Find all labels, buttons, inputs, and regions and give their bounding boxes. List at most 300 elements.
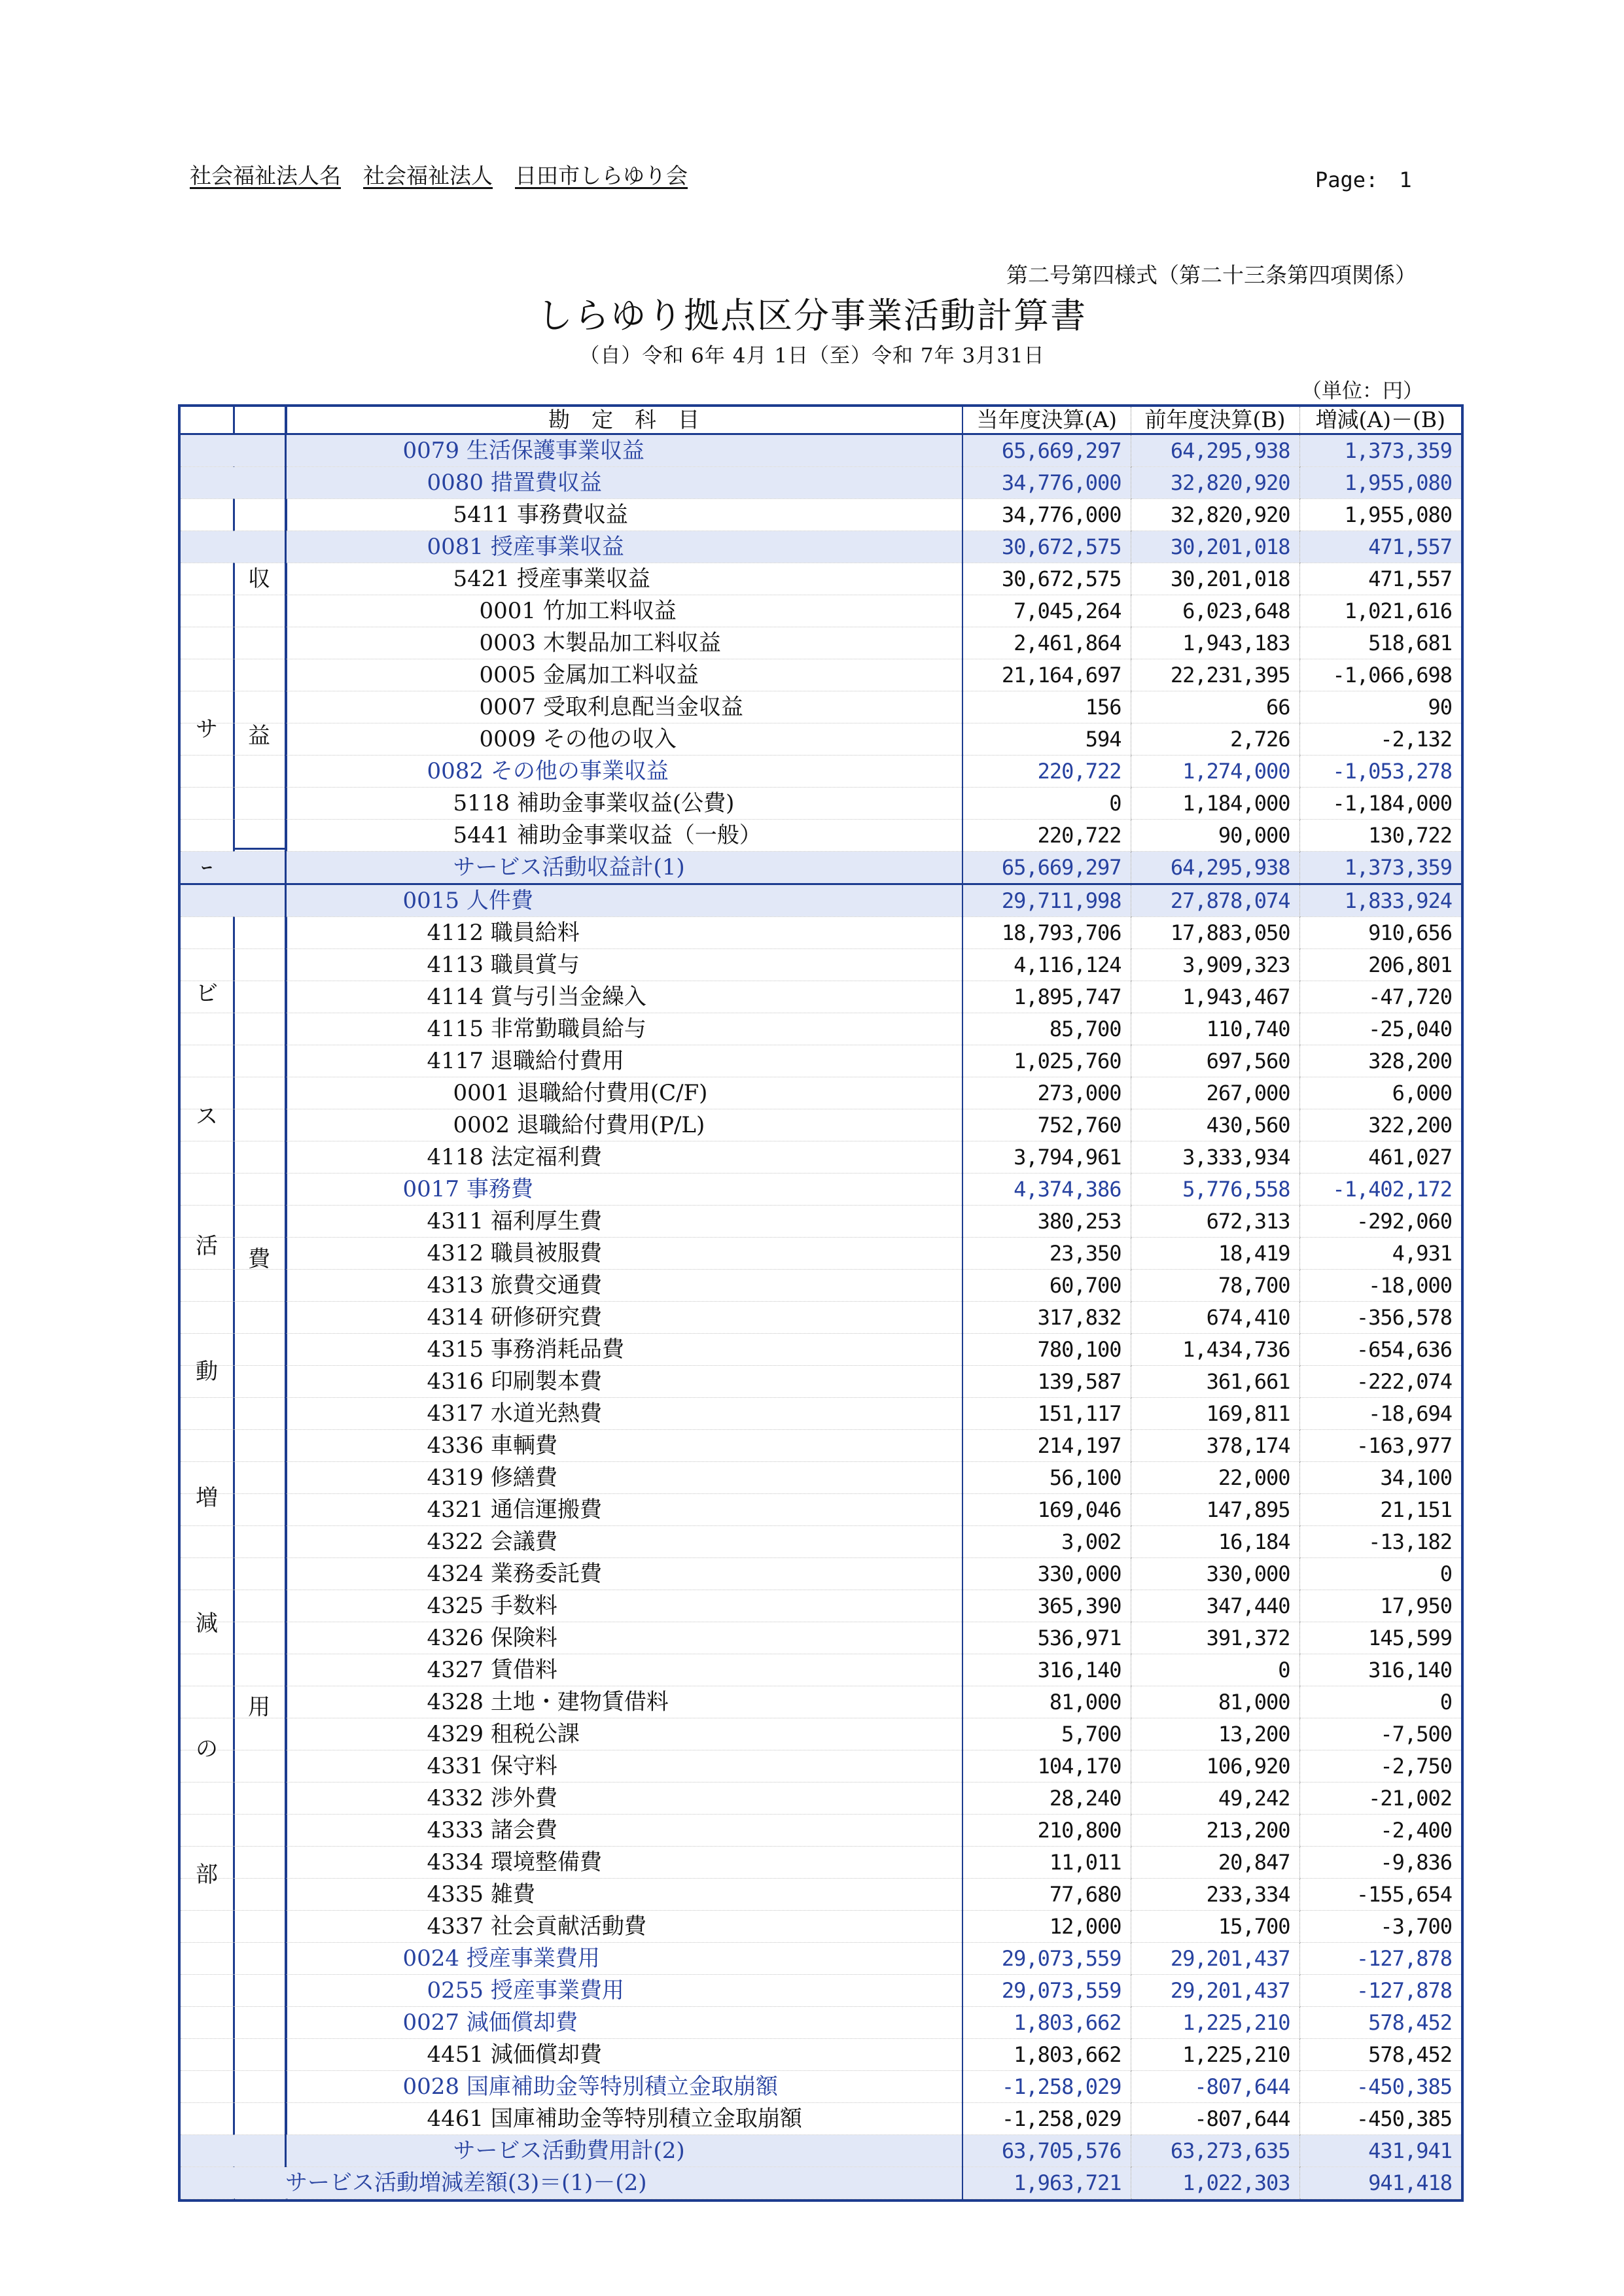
current-year-amount: 77,680 <box>962 1879 1131 1911</box>
previous-year-amount: 30,201,018 <box>1131 531 1299 563</box>
account-name: 4312 職員被服費 <box>285 1238 962 1270</box>
previous-year-amount: 13,200 <box>1131 1718 1299 1750</box>
current-year-amount: 330,000 <box>962 1558 1131 1590</box>
previous-year-amount: 22,231,395 <box>1131 659 1299 691</box>
difference-amount: -18,000 <box>1299 1270 1461 1302</box>
table-row <box>181 1334 1461 1366</box>
table-row <box>181 1398 1461 1430</box>
difference-amount: 910,656 <box>1299 917 1461 949</box>
account-name: 4451 減価償却費 <box>285 2039 962 2071</box>
account-name: 4115 非常勤職員給与 <box>285 1013 962 1045</box>
account-name: サービス活動費用計(2) <box>285 2135 962 2167</box>
current-year-amount: 81,000 <box>962 1686 1131 1718</box>
previous-year-amount: 66 <box>1131 691 1299 723</box>
difference-amount: -1,184,000 <box>1299 788 1461 820</box>
difference-amount: -13,182 <box>1299 1526 1461 1558</box>
account-name: 4117 退職給付費用 <box>285 1045 962 1077</box>
table-row <box>181 1238 1461 1270</box>
current-year-amount: 23,350 <box>962 1238 1131 1270</box>
column-header-previous-year: 前年度決算(B) <box>1131 407 1299 434</box>
current-year-amount: 380,253 <box>962 1206 1131 1238</box>
table-row <box>181 2071 1461 2103</box>
difference-amount: -2,132 <box>1299 723 1461 756</box>
difference-amount: -654,636 <box>1299 1334 1461 1366</box>
current-year-amount: 536,971 <box>962 1622 1131 1654</box>
table-row <box>181 1430 1461 1462</box>
account-name: 4316 印刷製本費 <box>285 1366 962 1398</box>
current-year-amount: -1,258,029 <box>962 2103 1131 2135</box>
table-row <box>181 852 1461 884</box>
difference-amount: 0 <box>1299 1686 1461 1718</box>
previous-year-amount: 3,333,934 <box>1131 1141 1299 1174</box>
table-row <box>181 1911 1461 1943</box>
table-header-row <box>181 407 1461 434</box>
document-title: しらゆり拠点区分事業活動計算書 <box>537 295 1087 336</box>
difference-amount: -155,654 <box>1299 1879 1461 1911</box>
account-name: 4326 保険料 <box>285 1622 962 1654</box>
previous-year-amount: 49,242 <box>1131 1783 1299 1815</box>
previous-year-amount: 6,023,648 <box>1131 595 1299 627</box>
previous-year-amount: 2,726 <box>1131 723 1299 756</box>
table-row <box>181 884 1461 917</box>
difference-amount: -18,694 <box>1299 1398 1461 1430</box>
current-year-amount: 65,669,297 <box>962 852 1131 884</box>
current-year-amount: 317,832 <box>962 1302 1131 1334</box>
account-name: 0024 授産事業費用 <box>285 1943 962 1975</box>
previous-year-amount: 347,440 <box>1131 1590 1299 1622</box>
account-name: 4314 研修研究費 <box>285 1302 962 1334</box>
account-name: 0027 減価償却費 <box>285 2007 962 2039</box>
table-row <box>181 1270 1461 1302</box>
page-number: Page: 1 <box>1315 167 1412 192</box>
difference-amount: 1,833,924 <box>1299 884 1461 917</box>
current-year-amount: 214,197 <box>962 1430 1131 1462</box>
difference-amount: -1,066,698 <box>1299 659 1461 691</box>
table-row <box>181 1590 1461 1622</box>
section-label-char: 増 <box>196 1485 218 1511</box>
current-year-amount: 780,100 <box>962 1334 1131 1366</box>
table-row <box>181 1141 1461 1174</box>
account-name: 0017 事務費 <box>285 1174 962 1206</box>
corporation-type: 社会福祉法人 <box>363 163 493 188</box>
previous-year-amount: 22,000 <box>1131 1462 1299 1494</box>
account-name: 4313 旅費交通費 <box>285 1270 962 1302</box>
previous-year-amount: 5,776,558 <box>1131 1174 1299 1206</box>
table-row <box>181 1013 1461 1045</box>
previous-year-amount: 169,811 <box>1131 1398 1299 1430</box>
previous-year-amount: 106,920 <box>1131 1750 1299 1783</box>
account-name: 4333 諸会費 <box>285 1815 962 1847</box>
ledger-grid <box>181 407 1461 2199</box>
table-row <box>181 949 1461 981</box>
activity-statement-table <box>178 404 1464 2202</box>
account-name: 0002 退職給付費用(P/L) <box>285 1109 962 1141</box>
account-name: 4113 職員賞与 <box>285 949 962 981</box>
table-row <box>181 563 1461 595</box>
current-year-amount: 365,390 <box>962 1590 1131 1622</box>
account-name: 0080 措置費収益 <box>285 467 962 499</box>
account-name: 4322 会議費 <box>285 1526 962 1558</box>
previous-year-amount: 15,700 <box>1131 1911 1299 1943</box>
current-year-amount: 0 <box>962 788 1131 820</box>
table-row <box>181 2007 1461 2039</box>
column-header-account: 勘 定 科 目 <box>285 407 962 434</box>
current-year-amount: 34,776,000 <box>962 467 1131 499</box>
difference-amount: 90 <box>1299 691 1461 723</box>
account-name: 4324 業務委託費 <box>285 1558 962 1590</box>
current-year-amount: 169,046 <box>962 1494 1131 1526</box>
section-label-char: の <box>196 1736 218 1762</box>
table-row <box>181 499 1461 531</box>
difference-amount: -222,074 <box>1299 1366 1461 1398</box>
difference-amount: -7,500 <box>1299 1718 1461 1750</box>
corporation-name: 日田市しらゆり会 <box>515 163 688 188</box>
account-name: 4118 法定福利費 <box>285 1141 962 1174</box>
difference-amount: 130,722 <box>1299 820 1461 852</box>
current-year-amount: 29,073,559 <box>962 1943 1131 1975</box>
total-row <box>181 2167 1461 2199</box>
section-label-char: ス <box>196 1104 218 1130</box>
table-row <box>181 1077 1461 1109</box>
total-previous-year: 1,022,303 <box>1131 2167 1299 2199</box>
current-year-amount: 1,803,662 <box>962 2007 1131 2039</box>
account-name: 4337 社会貢献活動費 <box>285 1911 962 1943</box>
table-row <box>181 1206 1461 1238</box>
previous-year-amount: 430,560 <box>1131 1109 1299 1141</box>
current-year-amount: 5,700 <box>962 1718 1131 1750</box>
section-label-char: 活 <box>196 1233 218 1259</box>
table-row <box>181 1045 1461 1077</box>
difference-amount: 1,955,080 <box>1299 499 1461 531</box>
account-name: 4114 賞与引当金繰入 <box>285 981 962 1013</box>
ledger-body <box>181 434 1461 2199</box>
account-name: 0007 受取利息配当金収益 <box>285 691 962 723</box>
difference-amount: 471,557 <box>1299 563 1461 595</box>
table-row <box>181 756 1461 788</box>
expense-label-char: 費 <box>248 1246 270 1272</box>
previous-year-amount: 32,820,920 <box>1131 467 1299 499</box>
current-year-amount: 151,117 <box>962 1398 1131 1430</box>
total-current-year: 1,963,721 <box>962 2167 1131 2199</box>
section-label-char: 動 <box>196 1359 218 1385</box>
difference-amount: 518,681 <box>1299 627 1461 659</box>
table-row <box>181 981 1461 1013</box>
previous-year-amount: 1,225,210 <box>1131 2007 1299 2039</box>
difference-amount: -9,836 <box>1299 1847 1461 1879</box>
difference-amount: -47,720 <box>1299 981 1461 1013</box>
column-header-difference: 増減(A)－(B) <box>1299 407 1461 434</box>
previous-year-amount: 1,943,183 <box>1131 627 1299 659</box>
table-row <box>181 1302 1461 1334</box>
previous-year-amount: 30,201,018 <box>1131 563 1299 595</box>
account-name: 0009 その他の収入 <box>285 723 962 756</box>
account-name: 0001 退職給付費用(C/F) <box>285 1077 962 1109</box>
table-row <box>181 2039 1461 2071</box>
previous-year-amount: 64,295,938 <box>1131 434 1299 467</box>
difference-amount: 34,100 <box>1299 1462 1461 1494</box>
difference-amount: -25,040 <box>1299 1013 1461 1045</box>
difference-amount: -292,060 <box>1299 1206 1461 1238</box>
account-name: 4461 国庫補助金等特別積立金取崩額 <box>285 2103 962 2135</box>
current-year-amount: 56,100 <box>962 1462 1131 1494</box>
difference-amount: 21,151 <box>1299 1494 1461 1526</box>
difference-amount: 206,801 <box>1299 949 1461 981</box>
previous-year-amount: 1,184,000 <box>1131 788 1299 820</box>
table-row <box>181 1847 1461 1879</box>
previous-year-amount: 1,274,000 <box>1131 756 1299 788</box>
difference-amount: 6,000 <box>1299 1077 1461 1109</box>
current-year-amount: 139,587 <box>962 1366 1131 1398</box>
account-name: 4327 賃借料 <box>285 1654 962 1686</box>
difference-amount: 328,200 <box>1299 1045 1461 1077</box>
section-label-char: ｰ <box>201 855 213 881</box>
previous-year-amount: 90,000 <box>1131 820 1299 852</box>
previous-year-amount: 672,313 <box>1131 1206 1299 1238</box>
corporation-label: 社会福祉法人名 <box>190 163 341 188</box>
current-year-amount: -1,258,029 <box>962 2071 1131 2103</box>
current-year-amount: 3,002 <box>962 1526 1131 1558</box>
account-name: 4335 雑費 <box>285 1879 962 1911</box>
account-name: サービス活動収益計(1) <box>285 852 962 884</box>
previous-year-amount: 29,201,437 <box>1131 1975 1299 2007</box>
table-row <box>181 627 1461 659</box>
section-label-char: 減 <box>196 1610 218 1637</box>
current-year-amount: 156 <box>962 691 1131 723</box>
current-year-amount: 60,700 <box>962 1270 1131 1302</box>
table-row <box>181 434 1461 467</box>
account-name: 4332 渉外費 <box>285 1783 962 1815</box>
previous-year-amount: 361,661 <box>1131 1366 1299 1398</box>
previous-year-amount: 330,000 <box>1131 1558 1299 1590</box>
difference-amount: 431,941 <box>1299 2135 1461 2167</box>
current-year-amount: 3,794,961 <box>962 1141 1131 1174</box>
account-name: 0079 生活保護事業収益 <box>285 434 962 467</box>
previous-year-amount: 233,334 <box>1131 1879 1299 1911</box>
account-name: 5411 事務費収益 <box>285 499 962 531</box>
income-label-char: 益 <box>248 723 270 749</box>
expense-label-char: 用 <box>248 1694 270 1720</box>
current-year-amount: 30,672,575 <box>962 531 1131 563</box>
table-row <box>181 2135 1461 2167</box>
account-name: 4336 車輌費 <box>285 1430 962 1462</box>
previous-year-amount: 63,273,635 <box>1131 2135 1299 2167</box>
account-name: 0003 木製品加工料収益 <box>285 627 962 659</box>
difference-amount: -1,402,172 <box>1299 1174 1461 1206</box>
account-name: 4112 職員給料 <box>285 917 962 949</box>
difference-amount: -21,002 <box>1299 1783 1461 1815</box>
difference-amount: -2,400 <box>1299 1815 1461 1847</box>
current-year-amount: 18,793,706 <box>962 917 1131 949</box>
current-year-amount: 273,000 <box>962 1077 1131 1109</box>
previous-year-amount: 267,000 <box>1131 1077 1299 1109</box>
previous-year-amount: 147,895 <box>1131 1494 1299 1526</box>
account-name: 4317 水道光熱費 <box>285 1398 962 1430</box>
previous-year-amount: -807,644 <box>1131 2071 1299 2103</box>
account-name: 5441 補助金事業収益（一般） <box>285 820 962 852</box>
total-row-label: サービス活動増減差額(3)＝(1)－(2) <box>233 2167 962 2199</box>
current-year-amount: 2,461,864 <box>962 627 1131 659</box>
difference-amount: 471,557 <box>1299 531 1461 563</box>
previous-year-amount: 17,883,050 <box>1131 917 1299 949</box>
table-row <box>181 659 1461 691</box>
previous-year-amount: 18,419 <box>1131 1238 1299 1270</box>
account-name: 4315 事務消耗品費 <box>285 1334 962 1366</box>
corporation-name-line <box>190 159 688 190</box>
difference-amount: 322,200 <box>1299 1109 1461 1141</box>
table-row <box>181 1815 1461 1847</box>
current-year-amount: 63,705,576 <box>962 2135 1131 2167</box>
previous-year-amount: 16,184 <box>1131 1526 1299 1558</box>
difference-amount: 1,373,359 <box>1299 434 1461 467</box>
previous-year-amount: 213,200 <box>1131 1815 1299 1847</box>
previous-year-amount: 0 <box>1131 1654 1299 1686</box>
table-row <box>181 595 1461 627</box>
difference-amount: 145,599 <box>1299 1622 1461 1654</box>
difference-amount: -356,578 <box>1299 1302 1461 1334</box>
table-row <box>181 1174 1461 1206</box>
previous-year-amount: 32,820,920 <box>1131 499 1299 531</box>
account-name: 0015 人件費 <box>285 884 962 917</box>
account-name: 5421 授産事業収益 <box>285 563 962 595</box>
section-label-char: ビ <box>196 981 218 1007</box>
table-row <box>181 1654 1461 1686</box>
current-year-amount: 29,073,559 <box>962 1975 1131 2007</box>
difference-amount: 1,955,080 <box>1299 467 1461 499</box>
account-name: 4328 土地・建物賃借料 <box>285 1686 962 1718</box>
table-row <box>181 2103 1461 2135</box>
difference-amount: -3,700 <box>1299 1911 1461 1943</box>
previous-year-amount: 27,878,074 <box>1131 884 1299 917</box>
current-year-amount: 1,895,747 <box>962 981 1131 1013</box>
section-label-char: 部 <box>196 1862 218 1888</box>
current-year-amount: 4,374,386 <box>962 1174 1131 1206</box>
account-name: 4319 修繕費 <box>285 1462 962 1494</box>
account-name: 4331 保守料 <box>285 1750 962 1783</box>
table-row <box>181 1686 1461 1718</box>
current-year-amount: 34,776,000 <box>962 499 1131 531</box>
table-row <box>181 1558 1461 1590</box>
currency-unit: （単位：円） <box>1301 379 1423 403</box>
table-row <box>181 917 1461 949</box>
previous-year-amount: 78,700 <box>1131 1270 1299 1302</box>
current-year-amount: 28,240 <box>962 1783 1131 1815</box>
table-row <box>181 1718 1461 1750</box>
table-row <box>181 531 1461 563</box>
table-row <box>181 1462 1461 1494</box>
current-year-amount: 4,116,124 <box>962 949 1131 981</box>
difference-amount: -127,878 <box>1299 1975 1461 2007</box>
account-name: 0082 その他の事業収益 <box>285 756 962 788</box>
table-row <box>181 788 1461 820</box>
table-row <box>181 1622 1461 1654</box>
table-row <box>181 723 1461 756</box>
current-year-amount: 316,140 <box>962 1654 1131 1686</box>
previous-year-amount: 64,295,938 <box>1131 852 1299 884</box>
previous-year-amount: -807,644 <box>1131 2103 1299 2135</box>
previous-year-amount: 1,434,736 <box>1131 1334 1299 1366</box>
current-year-amount: 1,025,760 <box>962 1045 1131 1077</box>
previous-year-amount: 110,740 <box>1131 1013 1299 1045</box>
difference-amount: 1,021,616 <box>1299 595 1461 627</box>
total-difference: 941,418 <box>1299 2167 1461 2199</box>
current-year-amount: 21,164,697 <box>962 659 1131 691</box>
table-row <box>181 1750 1461 1783</box>
current-year-amount: 29,711,998 <box>962 884 1131 917</box>
previous-year-amount: 1,225,210 <box>1131 2039 1299 2071</box>
difference-amount: 316,140 <box>1299 1654 1461 1686</box>
fiscal-period: （自）令和 6年 4月 1日（至）令和 7年 3月31日 <box>579 344 1045 368</box>
difference-amount: 578,452 <box>1299 2039 1461 2071</box>
previous-year-amount: 391,372 <box>1131 1622 1299 1654</box>
difference-amount: 17,950 <box>1299 1590 1461 1622</box>
account-name: 5118 補助金事業収益(公費) <box>285 788 962 820</box>
previous-year-amount: 378,174 <box>1131 1430 1299 1462</box>
form-reference: 第二号第四様式（第二十三条第四項関係） <box>1006 262 1417 288</box>
current-year-amount: 1,803,662 <box>962 2039 1131 2071</box>
table-row <box>181 1943 1461 1975</box>
table-row <box>181 1975 1461 2007</box>
current-year-amount: 85,700 <box>962 1013 1131 1045</box>
table-row <box>181 1783 1461 1815</box>
income-label-char: 収 <box>248 566 270 592</box>
previous-year-amount: 674,410 <box>1131 1302 1299 1334</box>
difference-amount: -450,385 <box>1299 2103 1461 2135</box>
current-year-amount: 65,669,297 <box>962 434 1131 467</box>
table-row <box>181 1494 1461 1526</box>
difference-amount: 0 <box>1299 1558 1461 1590</box>
previous-year-amount: 29,201,437 <box>1131 1943 1299 1975</box>
difference-amount: -450,385 <box>1299 2071 1461 2103</box>
difference-amount: -1,053,278 <box>1299 756 1461 788</box>
current-year-amount: 7,045,264 <box>962 595 1131 627</box>
difference-amount: 4,931 <box>1299 1238 1461 1270</box>
account-name: 0081 授産事業収益 <box>285 531 962 563</box>
table-row <box>181 467 1461 499</box>
account-name: 0001 竹加工料収益 <box>285 595 962 627</box>
difference-amount: -2,750 <box>1299 1750 1461 1783</box>
difference-amount: -127,878 <box>1299 1943 1461 1975</box>
account-name: 0255 授産事業費用 <box>285 1975 962 2007</box>
current-year-amount: 104,170 <box>962 1750 1131 1783</box>
difference-amount: 461,027 <box>1299 1141 1461 1174</box>
previous-year-amount: 3,909,323 <box>1131 949 1299 981</box>
table-row <box>181 691 1461 723</box>
difference-amount: 1,373,359 <box>1299 852 1461 884</box>
table-row <box>181 1366 1461 1398</box>
column-header-current-year: 当年度決算(A) <box>962 407 1131 434</box>
table-row <box>181 1879 1461 1911</box>
difference-amount: 578,452 <box>1299 2007 1461 2039</box>
current-year-amount: 30,672,575 <box>962 563 1131 595</box>
table-row <box>181 1109 1461 1141</box>
current-year-amount: 210,800 <box>962 1815 1131 1847</box>
current-year-amount: 12,000 <box>962 1911 1131 1943</box>
previous-year-amount: 697,560 <box>1131 1045 1299 1077</box>
section-label-char: サ <box>196 716 218 742</box>
account-name: 0028 国庫補助金等特別積立金取崩額 <box>285 2071 962 2103</box>
account-name: 4329 租税公課 <box>285 1718 962 1750</box>
current-year-amount: 11,011 <box>962 1847 1131 1879</box>
previous-year-amount: 1,943,467 <box>1131 981 1299 1013</box>
account-name: 4334 環境整備費 <box>285 1847 962 1879</box>
table-row <box>181 1526 1461 1558</box>
current-year-amount: 752,760 <box>962 1109 1131 1141</box>
current-year-amount: 220,722 <box>962 756 1131 788</box>
current-year-amount: 220,722 <box>962 820 1131 852</box>
difference-amount: -163,977 <box>1299 1430 1461 1462</box>
previous-year-amount: 81,000 <box>1131 1686 1299 1718</box>
account-name: 4321 通信運搬費 <box>285 1494 962 1526</box>
